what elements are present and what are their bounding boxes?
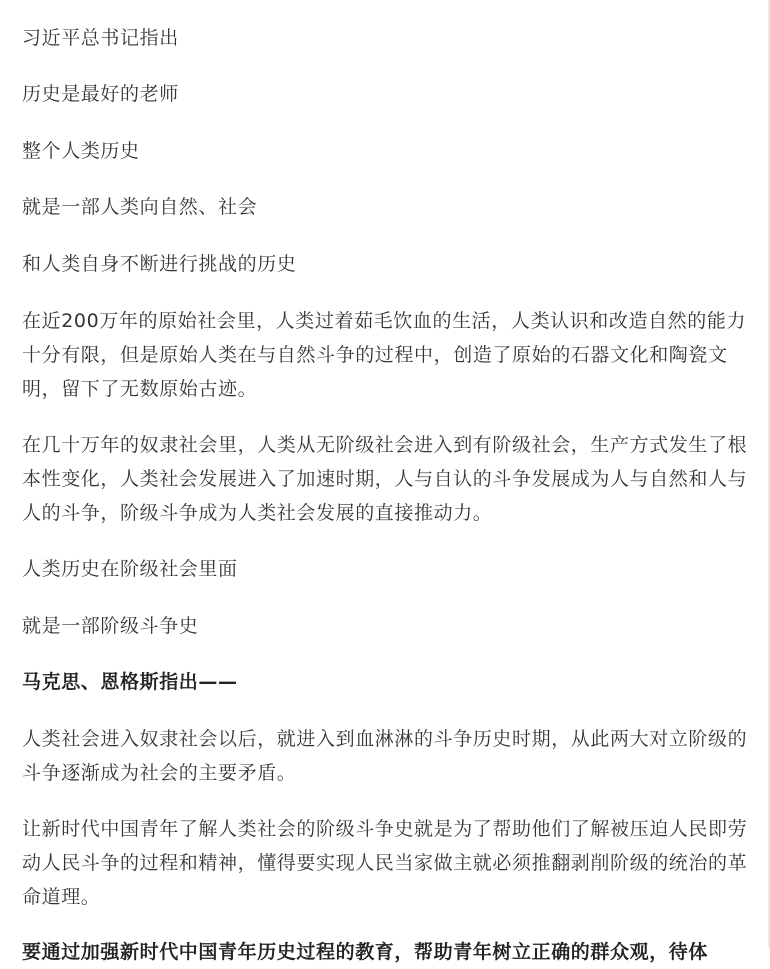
paragraph-5: 和人类自身不断进行挑战的历史 [22,253,297,275]
paragraph-10: 人类社会进入奴隶社会以后，就进入到血淋淋的斗争历史时期，从此两大对立阶级的斗争逐渐成为社会的主要矛盾。 [22,728,748,784]
paragraph-4: 就是一部人类向自然、社会 [22,196,258,218]
paragraph-2: 历史是最好的老师 [22,83,179,105]
section-heading: 马克思、恩格斯指出—— [22,671,238,693]
paragraph-7: 在几十万年的奴隶社会里，人类从无阶级社会进入到有阶级社会，生产方式发生了根本性变化，人类社会发展进入了加速时期，人与自认的斗争发展成为人与自然和人与人的斗争，阶级斗争成为人类社会发展的直接推动力。 [22,434,748,524]
paragraph-3: 整个人类历史 [22,140,140,162]
paragraph-12-partial: 要通过加强新时代中国青年历史过程的教育，帮助青年树立正确的群众观，待体 [22,941,709,963]
paragraph-9: 就是一部阶级斗争史 [22,615,199,637]
paragraph-6: 在近200万年的原始社会里，人类过着茹毛饮血的生活，人类认识和改造自然的能力十分有限，但是原始人类在与自然斗争的过程中，创造了原始的石器文化和陶瓷文明，留下了无数原始古迹。 [22,310,747,400]
paragraph-11: 让新时代中国青年了解人类社会的阶级斗争史就是为了帮助他们了解被压迫人民即劳动人民斗争的过程和精神，懂得要实现人民当家做主就必须推翻剥削阶级的统治的革命道理。 [22,818,748,908]
paragraph-8: 人类历史在阶级社会里面 [22,558,238,580]
paragraph-1: 习近平总书记指出 [22,27,179,49]
